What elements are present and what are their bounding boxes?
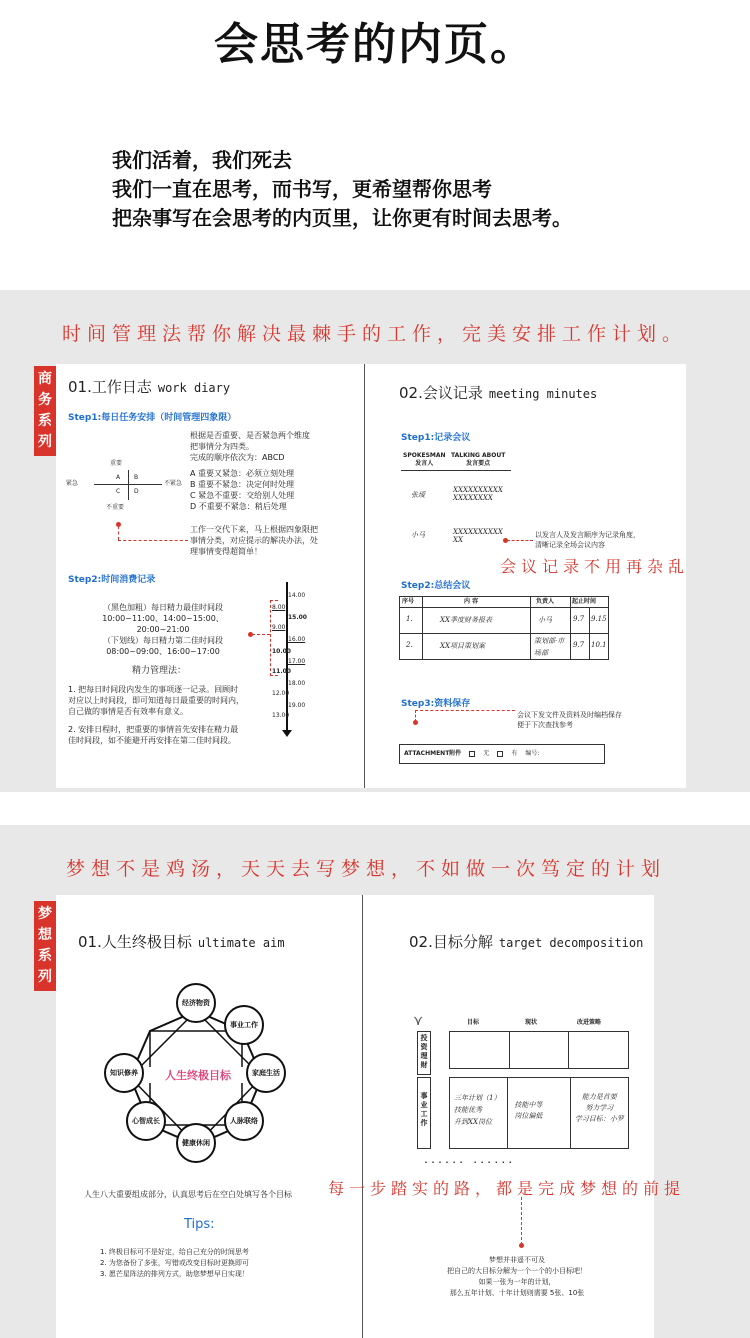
energy-line: 1. 把每日时间段内发生的事项逐一记录。回顾时 [68, 685, 239, 694]
checkbox-none[interactable] [469, 751, 475, 757]
pointer-line [415, 710, 515, 722]
col-spokesman [403, 452, 446, 468]
antler-icon: ⋎ [413, 1013, 424, 1029]
attachment-box [399, 744, 605, 764]
abcd-item: A 重要又紧急：必须立刻处理 [190, 469, 295, 478]
target-decomposition-page [363, 895, 654, 1338]
intro-line-2: 我们一直在思考，而书写，更希望帮你思考 [112, 177, 492, 201]
note-line: 事情分类，对应提示的解决办法，处 [190, 536, 318, 545]
meeting-title-en: meeting minutes [488, 387, 598, 401]
timeline-tick: 19.00 [288, 702, 306, 709]
work-diary-page [56, 364, 364, 788]
row2-cell-now[interactable] [508, 1078, 570, 1148]
intro-line-3: 把杂事写在会思考的内页里，让你更有时间去思考。 [112, 206, 572, 230]
row1-grid [449, 1031, 629, 1069]
aim-title-en: ultimate aim [197, 936, 285, 950]
table-line [422, 597, 423, 659]
dream-tag [34, 901, 56, 991]
th-now: 现状 [525, 1019, 538, 1026]
energy-item-1 [68, 684, 244, 717]
table-line [400, 607, 608, 608]
dots-ellipsis: ...... ...... [423, 1155, 515, 1166]
meeting-title [399, 382, 597, 403]
business-banner: 时间管理法帮你解决最棘手的工作，完美安排工作计划。 [62, 323, 688, 345]
col-label-cn: 发言要点 [466, 460, 491, 467]
quadrant-bottom: 不重要 [106, 504, 125, 511]
decomp-title-en: target decomposition [498, 936, 644, 950]
tip-item: 2. 为您备份了多张，写错或改变目标时更换即可 [100, 1259, 249, 1267]
col-underline [401, 470, 511, 471]
note-line: 理事情变得超简单！ [190, 547, 262, 556]
circle-knowledge: 知识修养 [104, 1053, 144, 1093]
table-line [589, 607, 590, 659]
aim-center-label: 人生终极目标 [148, 1067, 248, 1083]
row2-text [453, 528, 503, 544]
timeline-tick: 9.00 [272, 624, 286, 631]
th-content: 内 容 [464, 598, 479, 605]
circle-career: 事业工作 [224, 1005, 264, 1045]
circle-economy: 经济物资 [176, 983, 216, 1023]
table-line [400, 633, 608, 634]
timeline-tick: 18.00 [288, 680, 306, 687]
decomp-title [409, 931, 643, 952]
hw-line: 三年计划（1） [454, 1094, 501, 1102]
note-line: 便于下次查找参考 [517, 721, 573, 729]
energy-line: 自己做的事情是否有效率有意义。 [68, 707, 188, 716]
quadrant-d: D [134, 488, 139, 495]
tip-item: 1. 终极目标可不是好定，给自己充分的时间思考 [100, 1248, 249, 1256]
tips-title: Tips: [184, 1217, 215, 1232]
tip-item: 3. 愿芒星阵法的排列方式，助您梦想早日实现！ [100, 1270, 249, 1278]
intro-text [112, 146, 572, 233]
timeline-tick: 17.00 [288, 658, 306, 665]
attach-num-label: 编号: [525, 750, 540, 757]
col-talking [451, 452, 505, 468]
row2-name: 小马 [411, 531, 425, 539]
pointer-line [118, 540, 188, 541]
note-line: 工作一交代下来，马上根据四象限把 [190, 525, 318, 534]
bottom-line: 如果一张为一年的计划， [478, 1278, 556, 1286]
td-content: XX季度财务报表 [440, 616, 492, 624]
pointer-line [507, 540, 533, 541]
abcd-list [190, 468, 294, 512]
attachment-label: ATTACHMENT附件 [404, 750, 462, 757]
quadrant-left: 紧急 [66, 480, 79, 487]
timeline-tick: 8.00 [272, 604, 286, 611]
time-line: 10:00~11:00、14:00~15:00、20:00~21:00 [102, 614, 224, 634]
timeline-tick: 12.00 [272, 690, 290, 697]
summary-table [399, 596, 609, 660]
row1-cell-plan[interactable] [569, 1032, 628, 1068]
meeting-step2: Step2:总结会议 [401, 581, 471, 591]
time-line: 08:00~09:00、16:00~17:00 [106, 647, 220, 656]
desc-line: 根据是否重要、是否紧急两个维度 [190, 431, 310, 440]
col-label-cn: 发言人 [415, 460, 434, 467]
diary-step1-note [190, 524, 318, 557]
circle-network: 人脉联络 [224, 1101, 264, 1141]
row1-name: 张瑷 [411, 491, 425, 499]
timeline-tick: 13.00 [272, 712, 290, 719]
pointer-line [252, 634, 270, 635]
row2-cell-goal[interactable] [450, 1078, 508, 1148]
aim-title-cn: 01.人生终极目标 [78, 933, 192, 951]
bottom-line: 那么五年计划、十年计划则需要 5张、10张 [449, 1289, 585, 1297]
hw-line: 技能优秀 [454, 1106, 482, 1114]
hw-line: XXXXXXXX [453, 494, 493, 502]
hw-line: 升到XX岗位 [454, 1118, 492, 1126]
td-owner: 策划部·市场部 [534, 637, 565, 657]
quadrant-vline [128, 470, 129, 500]
meeting-step1: Step1:记录会议 [401, 433, 471, 443]
th-owner: 负责人 [536, 598, 555, 605]
attach-have-label: 有 [511, 750, 518, 757]
pointer-line [118, 526, 119, 540]
td-no: 1. [406, 615, 413, 623]
tag-char: 商 [38, 371, 52, 387]
row1-cell-now[interactable] [510, 1032, 570, 1068]
tag-char: 系 [38, 948, 52, 964]
col-label-en: SPOKESMAN [403, 452, 446, 459]
abcd-item: C 紧急不重要：交给别人处理 [190, 491, 295, 500]
td-start: 9.7 [573, 615, 585, 623]
energy-title: 精力管理法： [132, 666, 187, 676]
note-line: 以发言人及发言顺序为记录角度， [535, 531, 640, 539]
quadrant-c: C [116, 488, 121, 495]
page-title: 会思考的内页。 [214, 19, 536, 70]
time-ranges [78, 602, 248, 657]
timeline-tick: 15.00 [288, 614, 307, 621]
td-content: XX项目策划案 [440, 642, 485, 650]
decomp-title-cn: 02.目标分解 [409, 933, 493, 951]
row-note [535, 530, 640, 550]
bottom-line: 梦想并非遥不可及 [489, 1256, 545, 1264]
tips-list [100, 1247, 249, 1280]
meeting-hand-note: 会议记录不用再杂乱 [500, 557, 690, 576]
timeline-arrow-icon [282, 730, 292, 737]
quadrant-diagram [66, 460, 186, 516]
table-line [570, 597, 571, 659]
th-plan: 改进策略 [577, 1019, 602, 1026]
pointer-line [521, 1197, 522, 1245]
row1-text [453, 486, 503, 502]
quadrant-a: A [116, 474, 121, 481]
hw-line: XXXXXXXXXX [453, 486, 503, 494]
checkbox-have[interactable] [497, 751, 503, 757]
diary-step1-desc [190, 430, 310, 463]
td-start: 9.7 [573, 641, 585, 649]
td-end: 10.1 [591, 641, 607, 649]
th-no: 序号 [402, 598, 415, 605]
td-no: 2. [406, 641, 413, 649]
work-diary-title [68, 376, 230, 397]
meeting-step3: Step3:资料保存 [401, 699, 471, 709]
time-line: （黑色加粗）每日精力最佳时间段 [103, 603, 223, 612]
circle-health: 健康休闲 [176, 1123, 216, 1163]
intro-line-1: 我们活着，我们死去 [112, 148, 292, 172]
tag-char: 系 [38, 413, 52, 429]
energy-line: 佳时间段，如不能避开再安排在第二佳时间段。 [68, 736, 236, 745]
dream-banner: 梦想不是鸡汤，天天去写梦想，不如做一次笃定的计划 [66, 858, 667, 880]
row2-cell-plan[interactable] [571, 1078, 628, 1148]
th-time: 起止时间 [572, 598, 597, 605]
business-tag [34, 366, 56, 456]
aim-title [78, 931, 285, 952]
hw-line: 学习目标：小罗 [574, 1115, 624, 1123]
circle-mind: 心智成长 [126, 1101, 166, 1141]
circle-family: 家庭生活 [246, 1053, 286, 1093]
hw-line: XX [453, 536, 463, 544]
attach-none-label: 无 [483, 750, 490, 757]
bottom-line: 把自己的大目标分解为一个一个的小目标吧！ [447, 1267, 587, 1275]
tag-char: 列 [38, 434, 52, 450]
tag-char: 列 [38, 969, 52, 985]
quadrant-b: B [134, 474, 139, 481]
decomp-bottom-text [407, 1255, 627, 1299]
timeline-tick: 14.00 [288, 592, 306, 599]
diary-step2: Step2:时间消费记录 [68, 575, 156, 585]
timeline-tick: 16.00 [288, 636, 306, 643]
desc-line: 完成的顺序依次为：ABCD [190, 453, 285, 462]
time-line: （下划线）每日精力第二佳时间段 [103, 636, 223, 645]
hw-line: 努力学习 [585, 1104, 614, 1112]
decomp-hand-note: 每一步踏实的路，都是完成梦想的前提 [328, 1179, 686, 1198]
energy-line: 对应以上时间段，即可知道每日最重要的时间内， [68, 696, 244, 705]
step3-note [517, 710, 622, 730]
work-diary-title-cn: 01.工作日志 [68, 378, 152, 396]
abcd-item: B 重要不紧急：决定何时处理 [190, 480, 295, 489]
hw-line: XXXXXXXXXX [453, 528, 503, 536]
col-label-en: TALKING ABOUT [451, 452, 506, 459]
quadrant-top: 重要 [110, 460, 123, 467]
timeline-tick: 11.00 [272, 668, 291, 675]
tag-char: 务 [38, 392, 52, 408]
pointer-dot [519, 1243, 524, 1248]
tag-char: 梦 [38, 906, 52, 922]
tag-char: 想 [38, 927, 52, 943]
hw-line: 技能中等 [514, 1101, 543, 1109]
note-line: 清晰记录全场会议内容 [535, 541, 605, 549]
th-goal: 目标 [467, 1019, 480, 1026]
table-line [530, 597, 531, 659]
note-line: 会议下发文件及资料及时编档保存 [517, 711, 622, 719]
td-owner: 小马 [538, 616, 552, 624]
aim-desc: 人生八大重要组成部分，认真思考后在空白处填写各个目标 [84, 1190, 292, 1199]
energy-line: 2. 安排日程时，把重要的事情首先安排在精力最 [68, 725, 239, 734]
desc-line: 把事情分为四类。 [190, 442, 254, 451]
meeting-title-cn: 02.会议记录 [399, 384, 483, 402]
row1-label: 投资理财 [417, 1031, 431, 1075]
hw-line: 能力是首要 [581, 1093, 617, 1101]
row1-cell-goal[interactable] [450, 1032, 510, 1068]
row2-grid [449, 1077, 629, 1149]
timeline-tick: 10.00 [272, 648, 291, 655]
quadrant-right: 不紧急 [164, 480, 183, 487]
diary-step1: Step1:每日任务安排（时间管理四象限） [68, 413, 237, 423]
work-diary-title-en: work diary [157, 381, 231, 395]
energy-item-2 [68, 724, 238, 746]
td-end: 9.15 [591, 615, 607, 623]
row2-label: 事业工作 [417, 1077, 431, 1149]
quadrant-hline [94, 484, 162, 485]
abcd-item: D 不重要不紧急：稍后处理 [190, 502, 287, 511]
ultimate-aim-page [56, 895, 362, 1338]
hw-line: 岗位偏低 [514, 1112, 543, 1120]
